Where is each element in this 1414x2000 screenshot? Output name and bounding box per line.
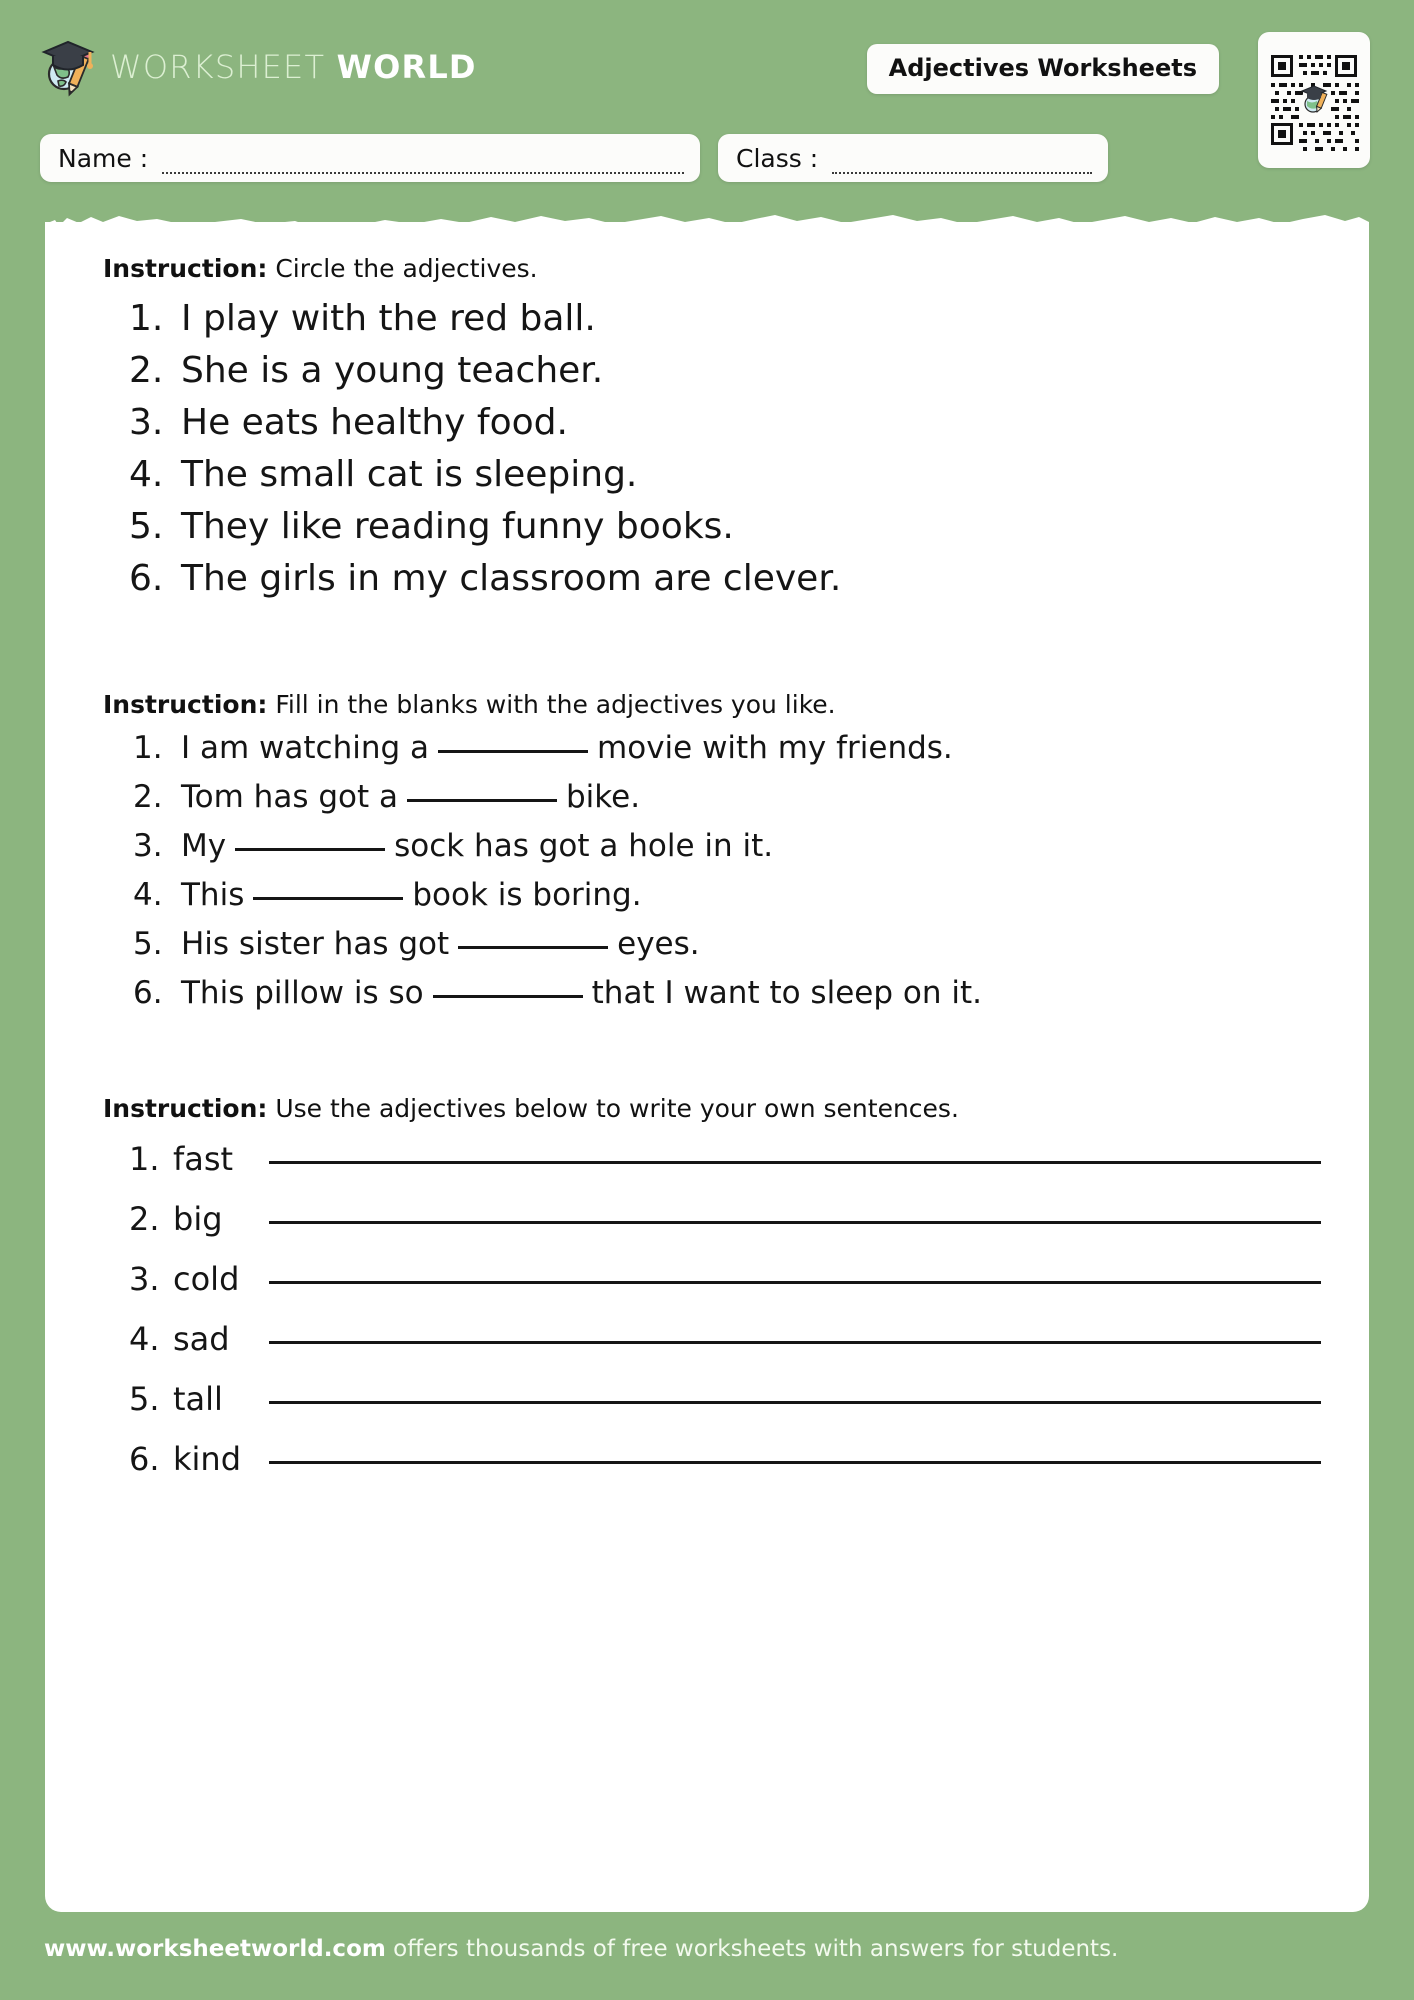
list-item xyxy=(129,1260,1321,1298)
class-input[interactable] xyxy=(832,160,1092,174)
worksheet-title: Adjectives Worksheets xyxy=(888,54,1197,82)
item-text-after: movie with my friends. xyxy=(597,730,953,766)
page-header xyxy=(0,0,1414,222)
graduation-cap-globe-pencil-logo xyxy=(40,36,96,98)
page-footer xyxy=(0,1936,1414,1962)
answer-line[interactable] xyxy=(269,1461,1321,1464)
instruction-2-text: Fill in the blanks with the adjectives you like. xyxy=(267,690,836,719)
list-item xyxy=(133,779,982,815)
instruction-3 xyxy=(103,1094,959,1123)
item-number: 1. xyxy=(129,298,164,339)
blank-input[interactable] xyxy=(433,995,583,998)
item-text-after: eyes. xyxy=(617,926,700,962)
item-text-after: book is boring. xyxy=(412,877,642,913)
item-text[interactable]: They like reading funny books. xyxy=(181,506,734,547)
circle-adjectives-list xyxy=(129,298,841,610)
item-number: 5. xyxy=(133,926,163,962)
footer-site-url[interactable]: www.worksheetworld.com xyxy=(44,1936,386,1962)
adjective-word: cold xyxy=(173,1260,240,1298)
adjective-word: sad xyxy=(173,1320,230,1358)
item-number: 2. xyxy=(129,350,164,391)
instruction-3-text: Use the adjectives below to write your own sentences. xyxy=(267,1094,959,1123)
blank-input[interactable] xyxy=(235,848,385,851)
blank-input[interactable] xyxy=(458,946,608,949)
answer-line[interactable] xyxy=(269,1401,1321,1404)
list-item xyxy=(129,1440,1321,1478)
item-number: 6. xyxy=(129,558,164,599)
item-text[interactable]: The girls in my classroom are clever. xyxy=(181,558,842,599)
item-number: 4. xyxy=(133,877,163,913)
list-item xyxy=(129,506,841,547)
worksheet-title-badge xyxy=(867,44,1219,94)
list-item xyxy=(129,298,841,339)
item-text[interactable]: I play with the red ball. xyxy=(181,298,596,339)
item-text-before: This pillow is so xyxy=(181,975,424,1011)
list-item xyxy=(129,1200,1321,1238)
list-item xyxy=(129,350,841,391)
list-item xyxy=(129,454,841,495)
instruction-2 xyxy=(103,690,836,719)
instruction-3-label: Instruction: xyxy=(103,1094,268,1123)
item-text[interactable]: She is a young teacher. xyxy=(181,350,604,391)
blank-input[interactable] xyxy=(438,750,588,753)
adjective-word: kind xyxy=(173,1440,242,1478)
class-field[interactable] xyxy=(718,134,1108,182)
instruction-1-text: Circle the adjectives. xyxy=(267,254,538,283)
qr-code-icon xyxy=(1267,41,1361,159)
item-text-before: My xyxy=(181,828,227,864)
item-number: 5. xyxy=(129,1380,160,1418)
brand-logo-block xyxy=(40,36,477,98)
class-label: Class : xyxy=(736,143,819,173)
item-number: 4. xyxy=(129,1320,160,1358)
list-item xyxy=(133,926,982,962)
item-number: 6. xyxy=(129,1440,160,1478)
adjective-word: tall xyxy=(173,1380,223,1418)
adjective-word: fast xyxy=(173,1140,234,1178)
list-item xyxy=(129,402,841,443)
item-number: 3. xyxy=(129,1260,160,1298)
item-text-after: that I want to sleep on it. xyxy=(591,975,982,1011)
list-item xyxy=(133,828,982,864)
list-item xyxy=(133,975,982,1011)
name-label: Name : xyxy=(58,143,149,173)
adjective-word: big xyxy=(173,1200,223,1238)
footer-tagline: offers thousands of free worksheets with answers for students. xyxy=(385,1936,1119,1962)
list-item xyxy=(129,558,841,599)
blank-input[interactable] xyxy=(407,799,557,802)
list-item xyxy=(129,1140,1321,1178)
instruction-1-label: Instruction: xyxy=(103,254,268,283)
list-item xyxy=(129,1320,1321,1358)
item-text-before: This xyxy=(181,877,245,913)
instruction-1 xyxy=(103,254,538,283)
item-text[interactable]: The small cat is sleeping. xyxy=(181,454,638,495)
instruction-2-label: Instruction: xyxy=(103,690,268,719)
brand-name-light: WORKSHEET xyxy=(110,48,326,86)
list-item xyxy=(129,1380,1321,1418)
item-number: 5. xyxy=(129,506,164,547)
name-field[interactable] xyxy=(40,134,700,182)
list-item xyxy=(133,730,982,766)
name-input[interactable] xyxy=(162,160,684,174)
worksheet-body xyxy=(45,222,1369,1912)
answer-line[interactable] xyxy=(269,1341,1321,1344)
item-text-after: bike. xyxy=(566,779,641,815)
answer-line[interactable] xyxy=(269,1161,1321,1164)
list-item xyxy=(133,877,982,913)
item-number: 6. xyxy=(133,975,163,1011)
item-number: 1. xyxy=(129,1140,160,1178)
blank-input[interactable] xyxy=(253,897,403,900)
brand-name-bold: WORLD xyxy=(336,48,477,86)
qr-code-badge[interactable] xyxy=(1258,32,1370,168)
item-text-before: I am watching a xyxy=(181,730,430,766)
item-number: 2. xyxy=(129,1200,160,1238)
item-number: 3. xyxy=(129,402,164,443)
fill-blanks-list xyxy=(133,730,982,1024)
answer-line[interactable] xyxy=(269,1281,1321,1284)
item-text-before: His sister has got xyxy=(181,926,450,962)
item-number: 4. xyxy=(129,454,164,495)
item-text-before: Tom has got a xyxy=(181,779,398,815)
item-number: 1. xyxy=(133,730,163,766)
item-text-after: sock has got a hole in it. xyxy=(394,828,774,864)
brand-name xyxy=(110,48,477,86)
item-number: 3. xyxy=(133,828,163,864)
item-text[interactable]: He eats healthy food. xyxy=(181,402,568,443)
write-sentences-list xyxy=(129,1140,1321,1500)
item-number: 2. xyxy=(133,779,163,815)
answer-line[interactable] xyxy=(269,1221,1321,1224)
